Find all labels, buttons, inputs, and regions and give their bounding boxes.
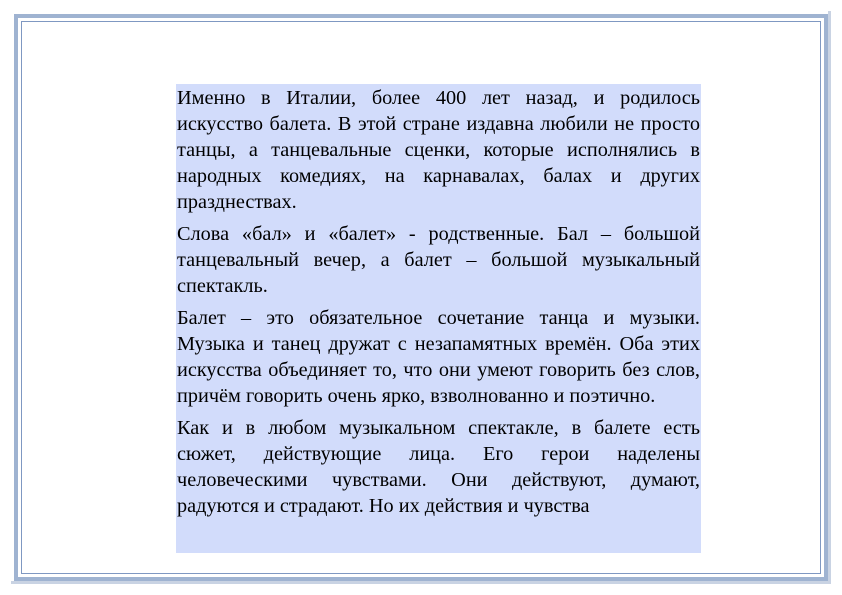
- text-box: [176, 84, 701, 553]
- paragraph-1: Именно в Италии, более 400 лет назад, и родилось искусство балета. В этой стране издавна любили не просто танцы, а танцевальные сценки, которые исполнялись в народных комедиях, на карнавалах, балах и других празднествах.: [177, 87, 700, 213]
- paragraph-4: Как и в любом музыкальном спектакле, в балете есть сюжет, действующие лица. Его герои наделены человеческими чувствами. Они действуют, думают, радуются и страдают. Но их действия и чувства: [177, 417, 700, 517]
- paragraph-2: Слова «бал» и «балет» - родственные. Бал – большой танцевальный вечер, а балет – большой музыкальный спектакль.: [177, 223, 700, 297]
- paragraph-3: Балет – это обязательное сочетание танца и музыки. Музыка и танец дружат с незапамятных времён. Оба этих искусства объединяет то, что они умеют говорить без слов, причём говорить очень ярко, взволнованно и поэтично.: [177, 307, 700, 407]
